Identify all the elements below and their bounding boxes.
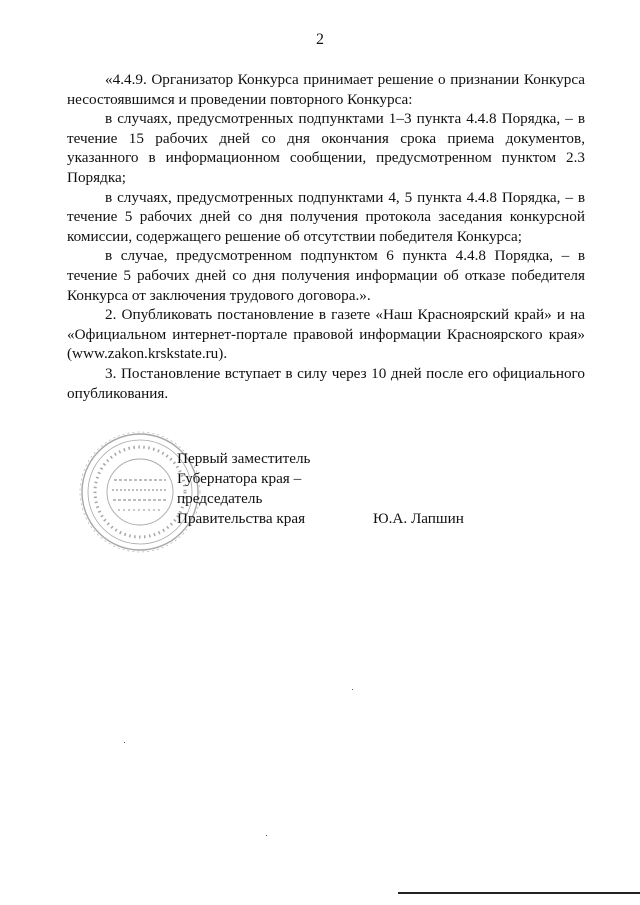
document-body [67, 70, 585, 403]
paragraph-case-1-3: в случаях, предусмотренных подпунктами 1–3 пункта 4.4.8 Порядка, – в течение 15 рабочих дней со дня окончания срока приема документов, указанного в информационном сообщении, предусмотренном пунктом 2.3 Порядка; [67, 110, 585, 186]
scan-speck [352, 689, 353, 690]
paragraph-case-6: в случае, предусмотренном подпунктом 6 пункта 4.4.8 Порядка, – в течение 5 рабочих дней со дня получения информации об отказе победителя Конкурса от заключения трудового договора.». [67, 247, 585, 304]
signature-position-line: председатель [177, 490, 263, 507]
scan-speck [266, 835, 267, 836]
paragraph-effective-date: 3. Постановление вступает в силу через 10 дней после его официального опубликования. [67, 364, 585, 402]
scan-edge [398, 892, 640, 894]
page-number: 2 [316, 31, 324, 48]
paragraph-4-4-9-intro: «4.4.9. Организатор Конкурса принимает решение о признании Конкурса несостоявшимся и проведении повторного Конкурса: [67, 71, 585, 108]
paragraph-publication: 2. Опубликовать постановление в газете «Наш Красноярский край» и на «Официальном интернет-портале правовой информации Красноярского края» (www.zakon.krskstate.ru). [67, 306, 585, 363]
signature-position-line: Губернатора края – [177, 470, 302, 487]
scan-speck [124, 742, 125, 743]
signature-position-line: Правительства края [177, 510, 306, 527]
signer-name: Ю.А. Лапшин [373, 510, 464, 527]
signature-position-line: Первый заместитель [177, 450, 311, 467]
paragraph-case-4-5: в случаях, предусмотренных подпунктами 4, 5 пункта 4.4.8 Порядка, – в течение 5 рабочих дней со дня получения протокола заседания конкурсной комиссии, содержащего решение об отсутствии победителя Конкурса; [67, 188, 585, 245]
